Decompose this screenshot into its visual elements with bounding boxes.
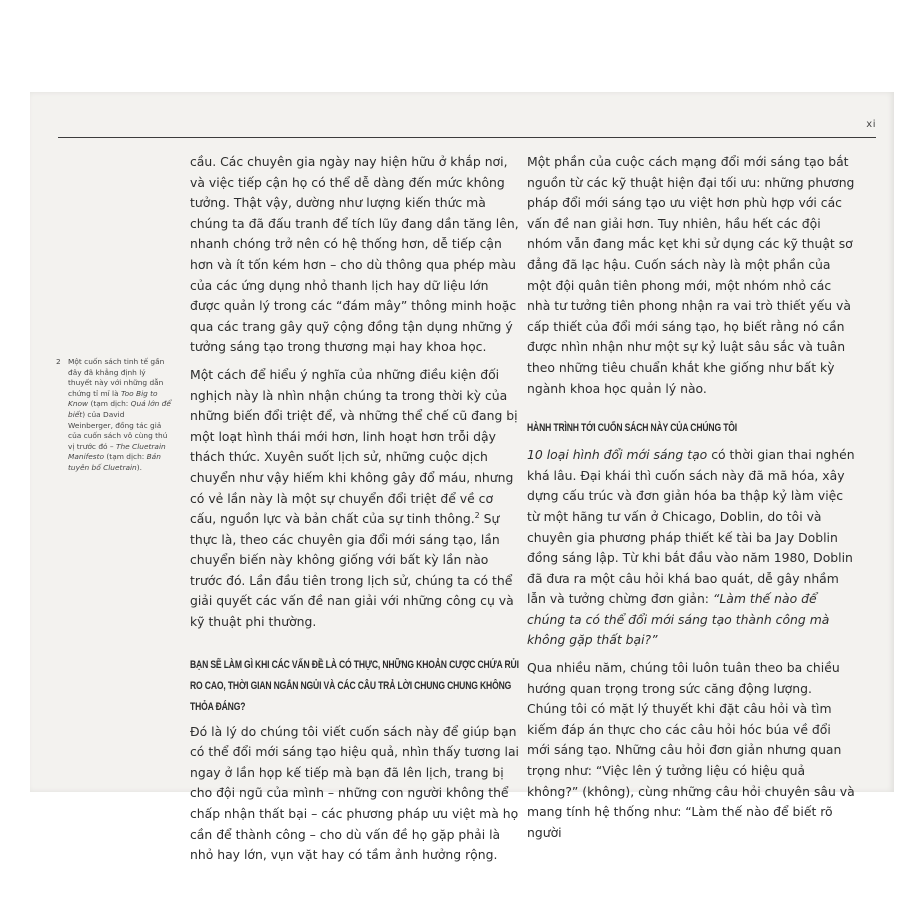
right-section-heading: HÀNH TRÌNH TỚI CUỐN SÁCH NÀY CỦA CHÚNG TÔI (527, 422, 738, 435)
footnote-text-d: (tạm dịch: (104, 452, 147, 462)
left-paragraph-2-text-cont: Sự thực là, theo các chuyên gia đổi mới sáng tạo, lần chuyển biến này không giống với bất kỳ lần nào trước đó. Lần đầu tiên trong lịch sử, chúng ta có thể giải quyết các vấn đề nan giải với những công cụ và kỹ thuật phi thường. (190, 511, 514, 630)
right-paragraph-1: Một phần của cuộc cách mạng đổi mới sáng tạo bắt nguồn từ các kỹ thuật hiện đại tối ưu: những phương pháp đổi mới sáng tạo ưu việt hơn phù hợp với các vấn đề nan giải hơn. Tuy nhiên, hầu hết các đội nhóm vẫn đang mắc kẹt khi sử dụng các kỹ thuật sơ đẳng đã lạc hậu. Cuốn sách này là một phần của một đội quân tiên phong mới, một nhóm nhỏ các nhà tư tưởng tiên phong nhận ra vai trò thiết yếu và cấp thiết của đổi mới sáng tạo, họ biết rằng nó cần được nhìn nhận như một sự kỷ luật sâu sắc và tuân theo những tiêu chuẩn khắt khe giống như bất kỳ ngành khoa học quản lý nào. (527, 154, 855, 396)
page-header (58, 119, 876, 139)
page-number: xi (866, 119, 876, 130)
footnote-text-c: ) của David Weinberger, đồng tác giả của cuốn sách vô cùng thú vị trước đó – (68, 409, 168, 451)
doblin-question: “Làm thế nào để chúng ta có thể đổi mới sáng tạo thành công mà không gặp thất bại?” (527, 591, 830, 648)
footnote-text-e: ). (136, 462, 142, 472)
left-column (190, 152, 522, 873)
right-paragraph-3: Qua nhiều năm, chúng tôi luôn tuân theo ba chiều hướng quan trọng trong sức căng động lượng. Chúng tôi có mặt lý thuyết khi đặt câu hỏi và tìm kiếm đáp án thực cho các câu hỏi hóc búa về đổi mới sáng tạo. Những câu hỏi đơn giản nhưng quan trọng như: “Việc lên ý tưởng liệu có hiệu quả không?” (không), cùng những câu hỏi chuyên sâu và mang tính hệ thống như: “Làm thế nào để biết rõ người (527, 660, 855, 840)
right-paragraph-2-text: có thời gian thai nghén khá lâu. Đại khái thì cuốn sách này đã mã hóa, xây dựng cấu trúc và đơn giản hóa ba thập kỷ làm việc từ một hãng tư vấn ở Chicago, Doblin, do tôi và chuyên gia phương pháp thiết kế tài ba Jay Doblin đồng sáng lập. Từ khi bắt đầu vào năm 1980, Doblin đã đưa ra một câu hỏi khá bao quát, dễ gây nhầm lẫn và tưởng chừng đơn giản: (527, 447, 855, 607)
right-column (527, 152, 855, 850)
left-paragraph-3: Đó là lý do chúng tôi viết cuốn sách này để giúp bạn có thể đổi mới sáng tạo hiệu quả, nhìn thấy tương lai ngay ở lần họp kế tiếp mà bạn đã lên lịch, trang bị cho đội ngũ của mình – những con người không thể chấp nhận thất bại – các phương pháp ưu việt mà họ cần để thành công – cho dù vấn đề họ gặp phải là nhỏ hay lớn, vụn vặt hay có tầm ảnh hưởng rộng. (190, 723, 519, 863)
book-page (30, 92, 894, 863)
left-paragraph-2 (190, 365, 522, 633)
right-paragraph-2 (527, 445, 855, 651)
footnote-text-b: (tạm dịch: (88, 399, 131, 409)
footnote-title-d: Bản tuyên bố Cluetrain (68, 452, 161, 472)
footnote (56, 357, 171, 474)
footnote-title-b: Quá lớn để biết (68, 399, 171, 419)
left-paragraph-1: cầu. Các chuyên gia ngày nay hiện hữu ở khắp nơi, và việc tiếp cận họ có thể dễ dàng đến mức không tưởng. Thật vậy, dường như lượng kiến thức mà chúng ta đã đấu tranh để tích lũy đang dần tăng lên, nhanh chóng trở nên có hệ thống hơn, dễ tiếp cận hơn và ít tốn kém hơn – cho dù thông qua phép màu của các ứng dụng nhỏ thanh lịch hay dữ liệu lớn được quản lý trong các “đám mây” thông minh hoặc qua các trang gây quỹ cộng đồng tận dụng những ý tưởng sáng tạo trong thương mại hay khoa học. (190, 154, 519, 355)
footnote-text-a: Một cuốn sách tinh tế gần đây đã khẳng định lý thuyết này với những dẫn chứng tỉ mỉ là (68, 357, 165, 398)
footnote-ref[interactable]: 2 (474, 510, 480, 520)
footnote-title-c: The Cluetrain Manifesto (68, 441, 166, 462)
header-rule (58, 137, 876, 138)
footnote-number: 2 (56, 357, 61, 366)
left-paragraph-2-text: Một cách để hiểu ý nghĩa của những điều kiện đối nghịch này là nhìn nhận chúng ta trong thời kỳ của những biến đổi triệt để, và những thể chế cũ đang bị một loạt hình thái mới hơn, linh hoạt hơn trỗi dậy thách thức. Xuyên suốt lịch sử, những cuộc dịch chuyển như vậy hiếm khi không gây đổ máu, nhưng có vẻ lần này là một sự chuyển đổi triệt để về cơ cấu, nguồn lực và bản chất của sự tinh thông. (190, 366, 518, 527)
book-title: 10 loại hình đổi mới sáng tạo (527, 447, 708, 463)
footnote-title-a: Too Big to Know (68, 388, 158, 409)
footnote-text (68, 357, 171, 474)
left-section-heading: BẠN SẼ LÀM GÌ KHI CÁC VẤN ĐỀ LÀ CÓ THỰC, NHỮNG KHOẢN CƯỢC CHỨA RỦI RO CAO, THỜI GIAN NGẮN NGỦI VÀ CÁC CÂU TRẢ LỜI CHUNG CHUNG KHÔNG THỎA ĐÁNG? (190, 658, 519, 713)
